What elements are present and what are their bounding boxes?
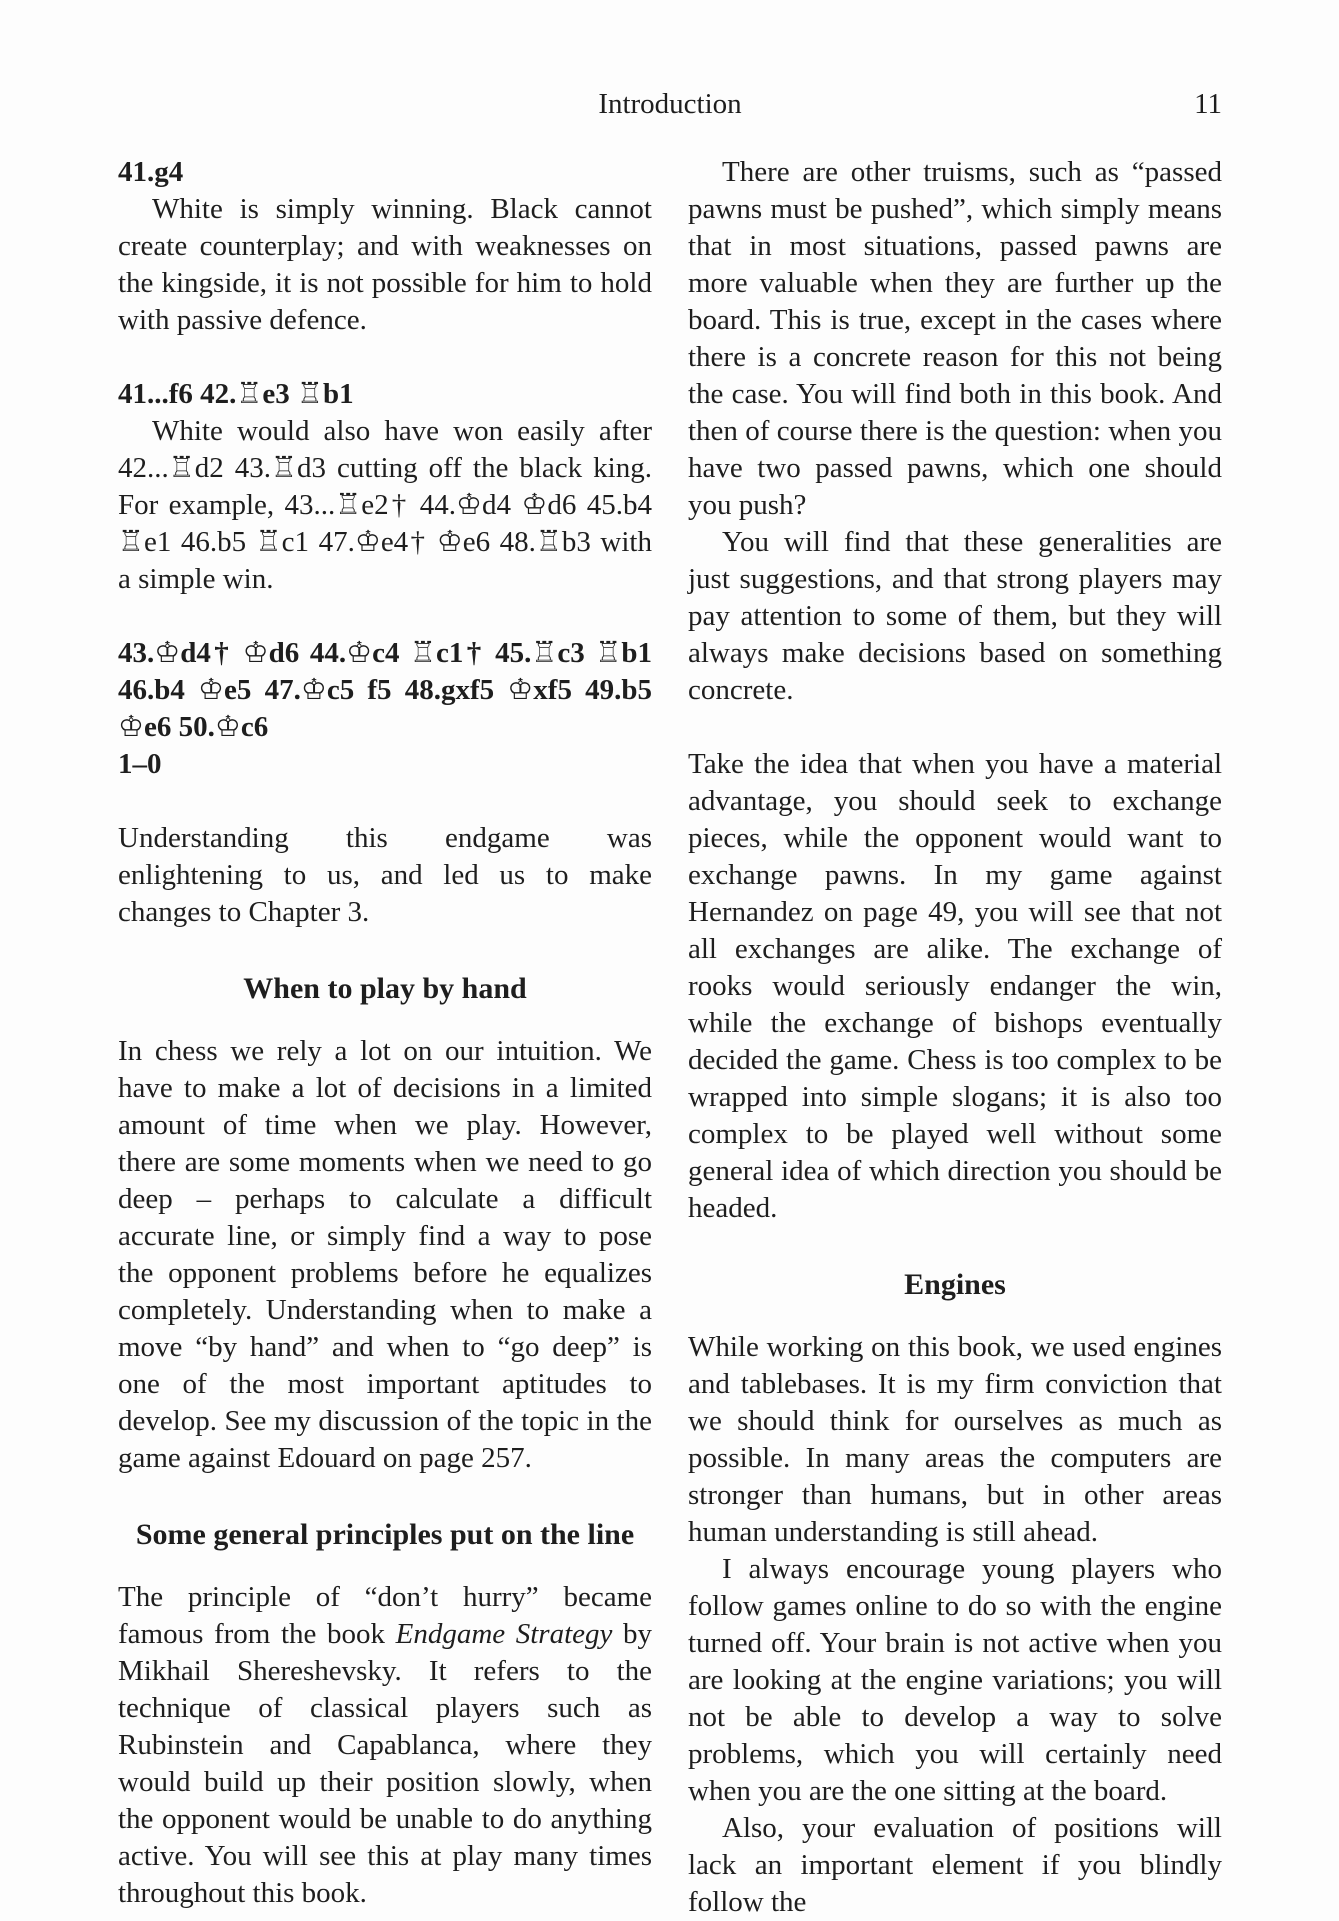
text-run: You will find that these generalities are just suggestions, and that strong players may pay attention to some of them, but they will always make decisions based on something concrete. bbox=[688, 526, 1222, 706]
text-run: There are other truisms, such as “passed pawns must be pushed”, which simply means that in most situations, passed pawns are more valuable when they are further up the board. This is true, except in the cases where there is a concrete reason for this not being the case. You will find both in this book. And then of course there is the question: when you have two passed pawns, which one should you push? bbox=[688, 156, 1222, 521]
text-run: Understanding this endgame was enlightening to us, and led us to make changes to Chapter 3. bbox=[118, 822, 652, 928]
paragraph bbox=[688, 746, 1222, 1227]
moves-block: 43.♔d4† ♔d6 44.♔c4 ♖c1† 45.♖c3 ♖b1 46.b4 ♔e5 47.♔c5 f5 48.gxf5 ♔xf5 49.b5 ♔e6 50.♔c6 bbox=[118, 637, 652, 743]
text-run: In chess we rely a lot on our intuition. We have to make a lot of decisions in a limited amount of time when we play. However, there are some moments when we need to go deep – perhaps to calculate a difficult accurate line, or simply find a way to pose the opponent problems before he equalizes completely. Understanding when to make a move “by hand” and when to “go deep” is one of the most important aptitudes to develop. See my discussion of the topic in the game against Edouard on page 257. bbox=[118, 1035, 652, 1474]
paragraph bbox=[118, 191, 652, 339]
text-run: While working on this book, we used engines and tablebases. It is my firm conviction that we should think for ourselves as much as possible. In many areas the computers are stronger than humans, but in other areas human understanding is still ahead. bbox=[688, 1331, 1222, 1548]
text-run: by Mikhail Shereshevsky. It refers to the technique of classical players such as Rubinstein and Capablanca, where they would build up their position slowly, when the opponent would be unable to do anything active. You will see this at play many times throughout this book. bbox=[118, 1618, 652, 1909]
move-heading: 41...f6 42.♖e3 ♖b1 bbox=[118, 378, 354, 410]
paragraph bbox=[688, 524, 1222, 709]
text-run: Also, your evaluation of positions will lack an important element if you blindly follow the bbox=[688, 1812, 1222, 1918]
page-title: Introduction bbox=[598, 88, 742, 120]
text-run: Take the idea that when you have a material advantage, you should seek to exchange pieces, while the opponent would want to exchange pawns. In my game against Hernandez on page 49, you will see that not all exchanges are alike. The exchange of rooks would seriously endanger the win, while the exchange of bishops eventually decided the game. Chess is too complex to be wrapped into simple slogans; it is also too complex to be played well without some general idea of which direction you should be headed. bbox=[688, 748, 1222, 1224]
page-number: 11 bbox=[1194, 88, 1222, 120]
result-line: 1–0 bbox=[118, 748, 162, 780]
section-heading: Some general principles put on the line bbox=[135, 1518, 635, 1551]
paragraph bbox=[688, 1329, 1222, 1551]
book-title-italic: Endgame Strategy bbox=[395, 1618, 613, 1650]
paragraph bbox=[118, 413, 652, 598]
section-heading: When to play by hand bbox=[243, 972, 527, 1005]
paragraph bbox=[118, 1033, 652, 1477]
paragraph bbox=[118, 820, 652, 931]
text-run: I always encourage young players who follow games online to do so with the engine turned off. Your brain is not active when you are looking at the engine variations; you will not be able to develop a way to solve problems, which you will certainly need when you are the one sitting at the board. bbox=[688, 1553, 1222, 1807]
paragraph bbox=[688, 1810, 1222, 1921]
text-run: The principle of “don’t hurry” became famous from the book bbox=[118, 1581, 652, 1650]
page-header bbox=[118, 86, 1222, 122]
text-run: White is simply winning. Black cannot create counterplay; and with weaknesses on the kingside, it is not possible for him to hold with passive defence. bbox=[118, 193, 652, 336]
paragraph bbox=[118, 1579, 652, 1912]
move-heading: 41.g4 bbox=[118, 156, 184, 188]
left-column bbox=[118, 154, 652, 1921]
paragraph bbox=[688, 1551, 1222, 1810]
two-column-text bbox=[118, 154, 1222, 1921]
text-run: White would also have won easily after 42...♖d2 43.♖d3 cutting off the black king. For example, 43...♖e2† 44.♔d4 ♔d6 45.b4 ♖e1 46.b5 ♖c1 47.♔e4† ♔e6 48.♖b3 with a simple win. bbox=[118, 415, 652, 595]
paragraph bbox=[688, 154, 1222, 524]
right-column bbox=[688, 154, 1222, 1921]
section-heading: Engines bbox=[904, 1268, 1006, 1301]
